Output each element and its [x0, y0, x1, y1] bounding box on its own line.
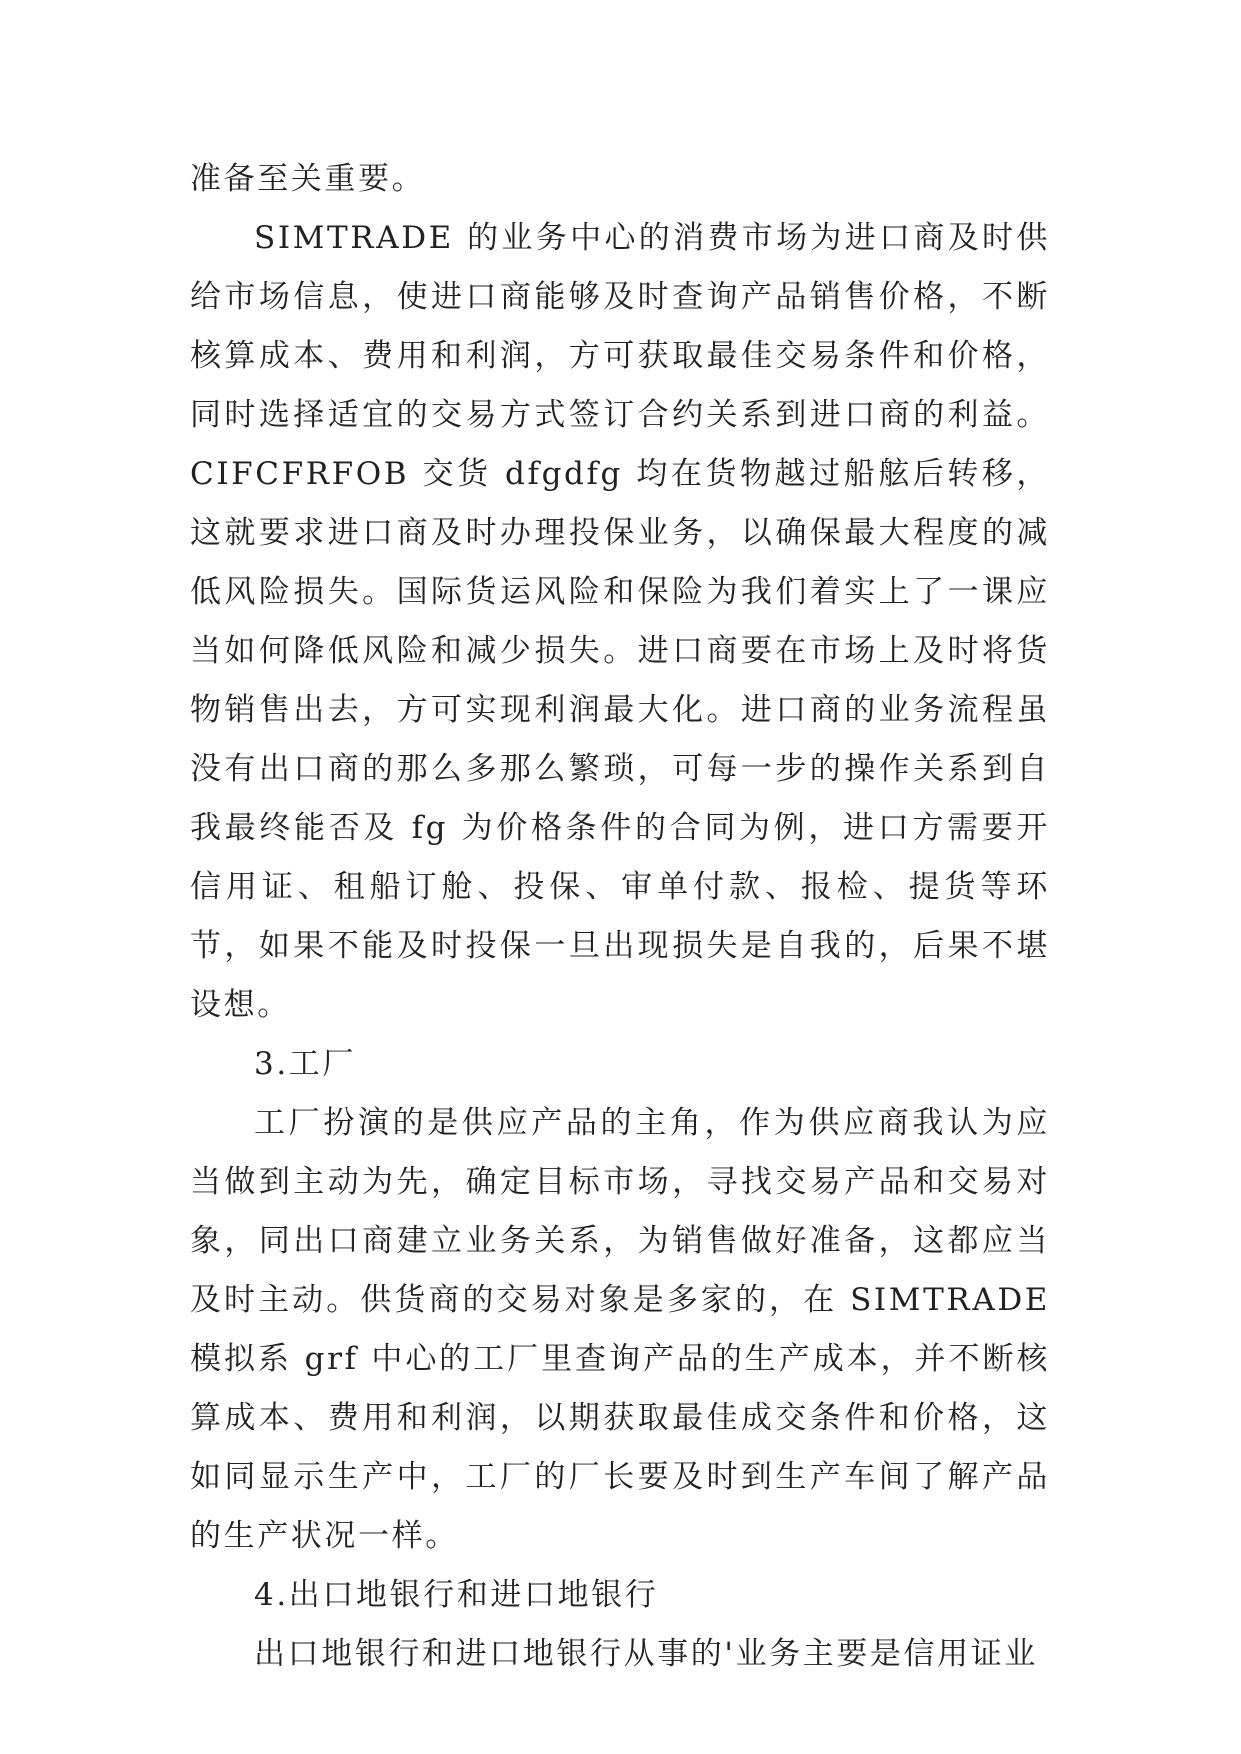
paragraph-factory: 工厂扮演的是供应产品的主角，作为供应商我认为应当做到主动为先，确定目标市场，寻找交易产品和交易对象，同出口商建立业务关系，为销售做好准备，这都应当及时主动。供货商的交易对象是多家的，在 SIMTRADE 模拟系 grf 中心的工厂里查询产品的生产成本，并不断核算成本、费用和利润，以期获取最佳成交条件和价格，这如同显示生产中，工厂的厂长要及时到生产车间了解产品的生产状况一样。	[190, 1105, 1050, 1554]
paragraph-continuation: 准备至关重要。	[190, 161, 426, 197]
document-page	[190, 150, 1050, 1684]
heading-banks: 4.出口地银行和进口地银行	[254, 1577, 659, 1613]
paragraph-importer: SIMTRADE 的业务中心的消费市场为进口商及时供给市场信息，使进口商能够及时查询产品销售价格，不断核算成本、费用和利润，方可获取最佳交易条件和价格，同时选择适宜的交易方式签订合约关系到进口商的利益。CIFCFRFOB 交货 dfgdfg 均在货物越过船舷后转移，这就要求进口商及时办理投保业务，以确保最大程度的减低风险损失。国际货运风险和保险为我们着实上了一课应当如何降低风险和减少损失。进口商要在市场上及时将货物销售出去，方可实现利润最大化。进口商的业务流程虽没有出口商的那么多那么繁琐，可每一步的操作关系到自我最终能否及 fg 为价格条件的合同为例，进口方需要开信用证、租船订舱、投保、审单付款、报检、提货等环节，如果不能及时投保一旦出现损失是自我的，后果不堪设想。	[190, 220, 1050, 1023]
heading-factory: 3.工厂	[254, 1046, 356, 1082]
paragraph-banks: 出口地银行和进口地银行从事的'业务主要是信用证业	[254, 1636, 1038, 1672]
